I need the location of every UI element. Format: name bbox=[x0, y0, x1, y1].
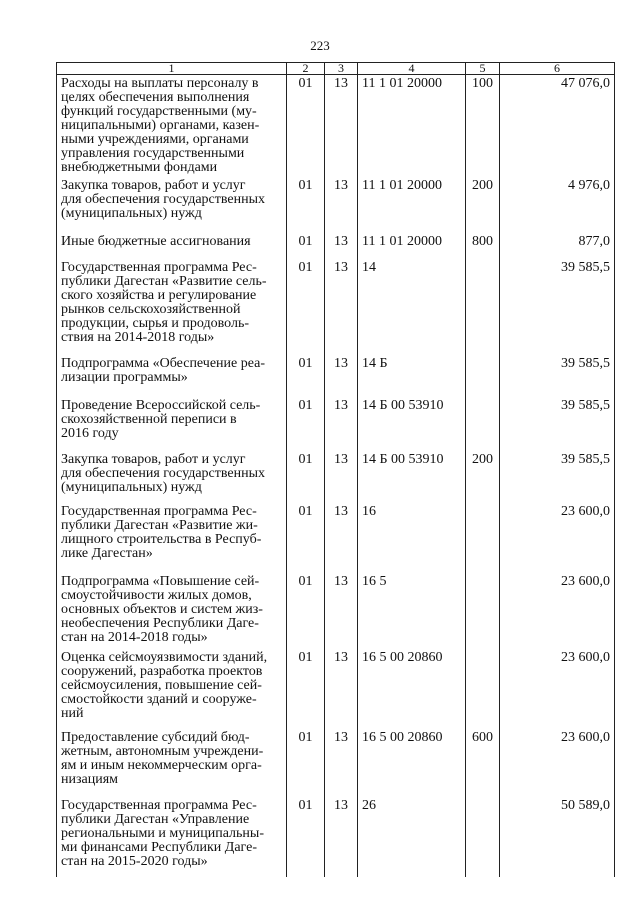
row-description bbox=[57, 355, 287, 397]
section-code: 01 bbox=[287, 451, 325, 503]
description-line: внебюджетными фондами bbox=[61, 160, 218, 175]
table-row bbox=[57, 75, 615, 177]
amount: 877,0 bbox=[500, 233, 615, 259]
target-article-code: 11 1 01 20000 bbox=[358, 177, 466, 233]
section-code: 01 bbox=[287, 649, 325, 729]
description-line: низациям bbox=[61, 771, 119, 787]
table-row bbox=[57, 503, 615, 573]
subsection-code: 13 bbox=[325, 355, 358, 397]
description-line: для обеспечения государственных bbox=[61, 191, 265, 207]
description-line: функций государственными (му- bbox=[61, 104, 257, 119]
section-code: 01 bbox=[287, 797, 325, 877]
target-article-code: 14 Б 00 53910 bbox=[358, 451, 466, 503]
subsection-code: 13 bbox=[325, 649, 358, 729]
description-line: для обеспечения государственных bbox=[61, 465, 265, 481]
table-row bbox=[57, 259, 615, 355]
description-line: публики Дагестан «Развитие сель- bbox=[61, 273, 267, 289]
target-article-code: 11 1 01 20000 bbox=[358, 233, 466, 259]
description-line: Расходы на выплаты персоналу в bbox=[61, 76, 259, 91]
description-line: стан на 2015-2020 годы» bbox=[61, 853, 208, 869]
amount: 23 600,0 bbox=[500, 503, 615, 573]
target-article-code: 16 5 00 20860 bbox=[358, 649, 466, 729]
amount: 39 585,5 bbox=[500, 259, 615, 355]
col-header-1: 1 bbox=[57, 63, 287, 75]
section-code: 01 bbox=[287, 397, 325, 451]
description-line: ными учреждениями, органами bbox=[61, 132, 249, 147]
section-code: 01 bbox=[287, 503, 325, 573]
description-line: основных объектов и систем жиз- bbox=[61, 601, 263, 617]
description-line: Государственная программа Рес- bbox=[61, 503, 257, 519]
table-row bbox=[57, 397, 615, 451]
description-line: необеспечения Республики Даге- bbox=[61, 615, 259, 631]
description-line: Государственная программа Рес- bbox=[61, 797, 257, 813]
description-line: Проведение Всероссийской сель- bbox=[61, 397, 261, 413]
description-line: ний bbox=[61, 705, 84, 721]
expense-type-code bbox=[466, 503, 500, 573]
row-description bbox=[57, 503, 287, 573]
table-body bbox=[57, 75, 615, 877]
description-line: Подпрограмма «Повышение сей- bbox=[61, 573, 260, 589]
description-line: ниципальными) органами, казен- bbox=[61, 118, 260, 133]
description-line: (муниципальных) нужд bbox=[61, 205, 202, 221]
subsection-code: 13 bbox=[325, 397, 358, 451]
table-row bbox=[57, 355, 615, 397]
col-header-2: 2 bbox=[287, 63, 325, 75]
description-line: ми финансами Республики Даге- bbox=[61, 839, 257, 855]
target-article-code: 14 Б 00 53910 bbox=[358, 397, 466, 451]
expense-type-code bbox=[466, 573, 500, 649]
budget-table bbox=[56, 62, 615, 877]
description-line: 2016 году bbox=[61, 425, 119, 441]
table-row bbox=[57, 729, 615, 797]
table-row bbox=[57, 233, 615, 259]
row-description bbox=[57, 397, 287, 451]
description-line: скохозяйственной переписи в bbox=[61, 411, 237, 427]
expense-type-code bbox=[466, 397, 500, 451]
description-line: целях обеспечения выполнения bbox=[61, 90, 250, 105]
amount: 47 076,0 bbox=[500, 75, 615, 177]
amount: 23 600,0 bbox=[500, 649, 615, 729]
row-description bbox=[57, 75, 287, 177]
description-line: лищного строительства в Респуб- bbox=[61, 531, 262, 547]
amount: 4 976,0 bbox=[500, 177, 615, 233]
header-row bbox=[57, 63, 615, 75]
table-row bbox=[57, 451, 615, 503]
description-line: Закупка товаров, работ и услуг bbox=[61, 451, 246, 467]
subsection-code: 13 bbox=[325, 729, 358, 797]
subsection-code: 13 bbox=[325, 503, 358, 573]
row-description bbox=[57, 233, 287, 259]
subsection-code: 13 bbox=[325, 233, 358, 259]
target-article-code: 14 bbox=[358, 259, 466, 355]
description-line: сейсмоусиления, повышение сей- bbox=[61, 677, 262, 693]
description-line: сооружений, разработка проектов bbox=[61, 663, 263, 679]
row-description bbox=[57, 797, 287, 877]
col-header-6: 6 bbox=[500, 63, 615, 75]
subsection-code: 13 bbox=[325, 573, 358, 649]
description-line: Оценка сейсмоуязвимости зданий, bbox=[61, 649, 268, 665]
row-description bbox=[57, 573, 287, 649]
row-description bbox=[57, 259, 287, 355]
expense-type-code bbox=[466, 797, 500, 877]
description-line: рынков сельскохозяйственной bbox=[61, 301, 241, 317]
page-number: 223 bbox=[310, 38, 330, 53]
section-code: 01 bbox=[287, 233, 325, 259]
description-line: публики Дагестан «Развитие жи- bbox=[61, 517, 258, 533]
description-line: Подпрограмма «Обеспечение реа- bbox=[61, 355, 266, 371]
section-code: 01 bbox=[287, 573, 325, 649]
description-line: смоустойчивости жилых домов, bbox=[61, 587, 252, 603]
description-line: стан на 2014-2018 годы» bbox=[61, 629, 208, 645]
table-row bbox=[57, 573, 615, 649]
description-line: ствия на 2014-2018 годы» bbox=[61, 329, 215, 345]
amount: 39 585,5 bbox=[500, 451, 615, 503]
target-article-code: 16 5 bbox=[358, 573, 466, 649]
row-description bbox=[57, 451, 287, 503]
description-line: региональными и муниципальны- bbox=[61, 825, 264, 841]
amount: 50 589,0 bbox=[500, 797, 615, 877]
expense-type-code: 200 bbox=[466, 451, 500, 503]
col-header-3: 3 bbox=[325, 63, 358, 75]
section-code: 01 bbox=[287, 177, 325, 233]
target-article-code: 16 5 00 20860 bbox=[358, 729, 466, 797]
table-row bbox=[57, 649, 615, 729]
subsection-code: 13 bbox=[325, 797, 358, 877]
target-article-code: 26 bbox=[358, 797, 466, 877]
col-header-4: 4 bbox=[358, 63, 466, 75]
section-code: 01 bbox=[287, 75, 325, 177]
col-header-5: 5 bbox=[466, 63, 500, 75]
description-line: лизации программы» bbox=[61, 369, 188, 385]
table-row bbox=[57, 177, 615, 233]
row-description bbox=[57, 729, 287, 797]
description-line: публики Дагестан «Управление bbox=[61, 811, 250, 827]
section-code: 01 bbox=[287, 729, 325, 797]
description-line: жетным, автономным учреждени- bbox=[61, 743, 264, 759]
target-article-code: 11 1 01 20000 bbox=[358, 75, 466, 177]
expense-type-code bbox=[466, 259, 500, 355]
description-line: управления государственными bbox=[61, 146, 245, 161]
target-article-code: 14 Б bbox=[358, 355, 466, 397]
subsection-code: 13 bbox=[325, 451, 358, 503]
row-description bbox=[57, 649, 287, 729]
amount: 39 585,5 bbox=[500, 355, 615, 397]
subsection-code: 13 bbox=[325, 177, 358, 233]
description-line: ям и иным некоммерческим орга- bbox=[61, 757, 262, 773]
target-article-code: 16 bbox=[358, 503, 466, 573]
description-line: продукции, сырья и продоволь- bbox=[61, 315, 250, 331]
expense-type-code bbox=[466, 649, 500, 729]
description-line: ского хозяйства и регулирование bbox=[61, 287, 257, 303]
expense-type-code: 100 bbox=[466, 75, 500, 177]
amount: 23 600,0 bbox=[500, 573, 615, 649]
subsection-code: 13 bbox=[325, 259, 358, 355]
description-line: смостойкости зданий и сооруже- bbox=[61, 691, 257, 707]
description-line: Предоставление субсидий бюд- bbox=[61, 729, 250, 745]
expense-type-code: 600 bbox=[466, 729, 500, 797]
description-line: (муниципальных) нужд bbox=[61, 479, 202, 495]
amount: 23 600,0 bbox=[500, 729, 615, 797]
section-code: 01 bbox=[287, 355, 325, 397]
description-line: Иные бюджетные ассигнования bbox=[61, 233, 251, 249]
subsection-code: 13 bbox=[325, 75, 358, 177]
expense-type-code: 800 bbox=[466, 233, 500, 259]
row-description bbox=[57, 177, 287, 233]
expense-type-code: 200 bbox=[466, 177, 500, 233]
description-line: лике Дагестан» bbox=[61, 545, 153, 561]
description-line: Государственная программа Рес- bbox=[61, 259, 257, 275]
description-line: Закупка товаров, работ и услуг bbox=[61, 177, 246, 193]
amount: 39 585,5 bbox=[500, 397, 615, 451]
section-code: 01 bbox=[287, 259, 325, 355]
expense-type-code bbox=[466, 355, 500, 397]
table-row bbox=[57, 797, 615, 877]
